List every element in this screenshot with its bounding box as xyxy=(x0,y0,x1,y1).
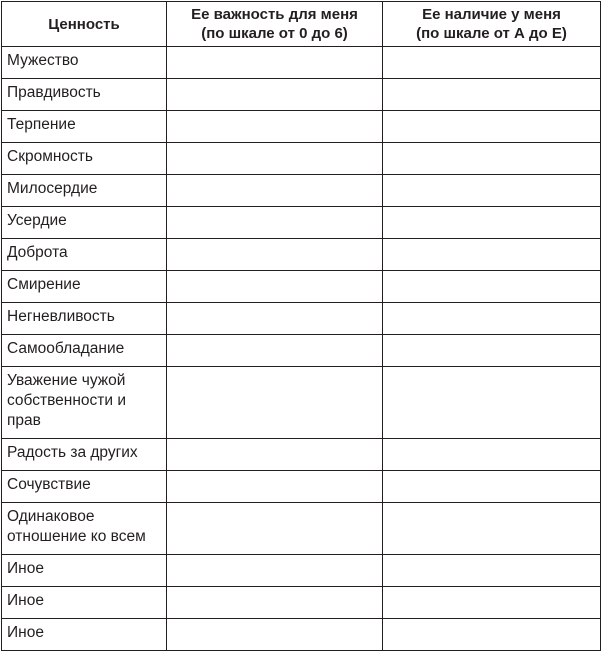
header-value-label: Ценность xyxy=(48,15,120,33)
row-label: Иное xyxy=(2,555,167,587)
importance-cell[interactable] xyxy=(167,471,383,503)
table-row xyxy=(2,503,601,555)
table-row xyxy=(2,207,601,239)
table-row xyxy=(2,47,601,79)
row-label: Мужество xyxy=(2,47,167,79)
presence-cell[interactable] xyxy=(383,111,601,143)
table-row xyxy=(2,303,601,335)
row-label: Иное xyxy=(2,587,167,619)
row-label: Милосердие xyxy=(2,175,167,207)
table-row xyxy=(2,335,601,367)
header-importance-line2: (по шкале от 0 до 6) xyxy=(201,25,348,42)
presence-cell[interactable] xyxy=(383,335,601,367)
row-label: Скромность xyxy=(2,143,167,175)
importance-cell[interactable] xyxy=(167,335,383,367)
row-label: Правдивость xyxy=(2,79,167,111)
row-label: Усердие xyxy=(2,207,167,239)
table-row xyxy=(2,555,601,587)
table-row xyxy=(2,79,601,111)
table-row xyxy=(2,143,601,175)
presence-cell[interactable] xyxy=(383,239,601,271)
presence-cell[interactable] xyxy=(383,47,601,79)
table-row xyxy=(2,587,601,619)
row-label: Самообладание xyxy=(2,335,167,367)
row-label: Одинаковое отношение ко всем xyxy=(2,503,167,555)
importance-cell[interactable] xyxy=(167,47,383,79)
importance-cell[interactable] xyxy=(167,503,383,555)
presence-cell[interactable] xyxy=(383,503,601,555)
presence-cell[interactable] xyxy=(383,367,601,439)
row-label: Доброта xyxy=(2,239,167,271)
presence-cell[interactable] xyxy=(383,619,601,651)
importance-cell[interactable] xyxy=(167,239,383,271)
header-presence-line2: (по шкале от А до Е) xyxy=(416,25,567,42)
presence-cell[interactable] xyxy=(383,143,601,175)
importance-cell[interactable] xyxy=(167,175,383,207)
importance-cell[interactable] xyxy=(167,587,383,619)
importance-cell[interactable] xyxy=(167,271,383,303)
presence-cell[interactable] xyxy=(383,271,601,303)
presence-cell[interactable] xyxy=(383,207,601,239)
table-row xyxy=(2,439,601,471)
row-label: Сочувствие xyxy=(2,471,167,503)
table-row xyxy=(2,239,601,271)
row-label: Иное xyxy=(2,619,167,651)
table-row xyxy=(2,471,601,503)
presence-cell[interactable] xyxy=(383,79,601,111)
importance-cell[interactable] xyxy=(167,367,383,439)
table-row xyxy=(2,367,601,439)
presence-cell[interactable] xyxy=(383,175,601,207)
header-importance xyxy=(167,2,383,47)
presence-cell[interactable] xyxy=(383,439,601,471)
values-table xyxy=(1,1,601,651)
row-label: Негневливость xyxy=(2,303,167,335)
presence-cell[interactable] xyxy=(383,303,601,335)
importance-cell[interactable] xyxy=(167,439,383,471)
importance-cell[interactable] xyxy=(167,207,383,239)
table-row xyxy=(2,619,601,651)
table-row xyxy=(2,271,601,303)
presence-cell[interactable] xyxy=(383,555,601,587)
header-importance-line1: Ее важность для меня xyxy=(191,6,358,23)
row-label: Смирение xyxy=(2,271,167,303)
importance-cell[interactable] xyxy=(167,79,383,111)
importance-cell[interactable] xyxy=(167,619,383,651)
importance-cell[interactable] xyxy=(167,111,383,143)
row-label: Радость за других xyxy=(2,439,167,471)
header-presence-line1: Ее наличие у меня xyxy=(422,6,561,23)
header-value xyxy=(2,2,167,47)
row-label: Терпение xyxy=(2,111,167,143)
table-row xyxy=(2,175,601,207)
importance-cell[interactable] xyxy=(167,555,383,587)
importance-cell[interactable] xyxy=(167,143,383,175)
header-row xyxy=(2,2,601,47)
presence-cell[interactable] xyxy=(383,587,601,619)
header-presence xyxy=(383,2,601,47)
presence-cell[interactable] xyxy=(383,471,601,503)
row-label: Уважение чужой собственности и прав xyxy=(2,367,167,439)
importance-cell[interactable] xyxy=(167,303,383,335)
table-row xyxy=(2,111,601,143)
